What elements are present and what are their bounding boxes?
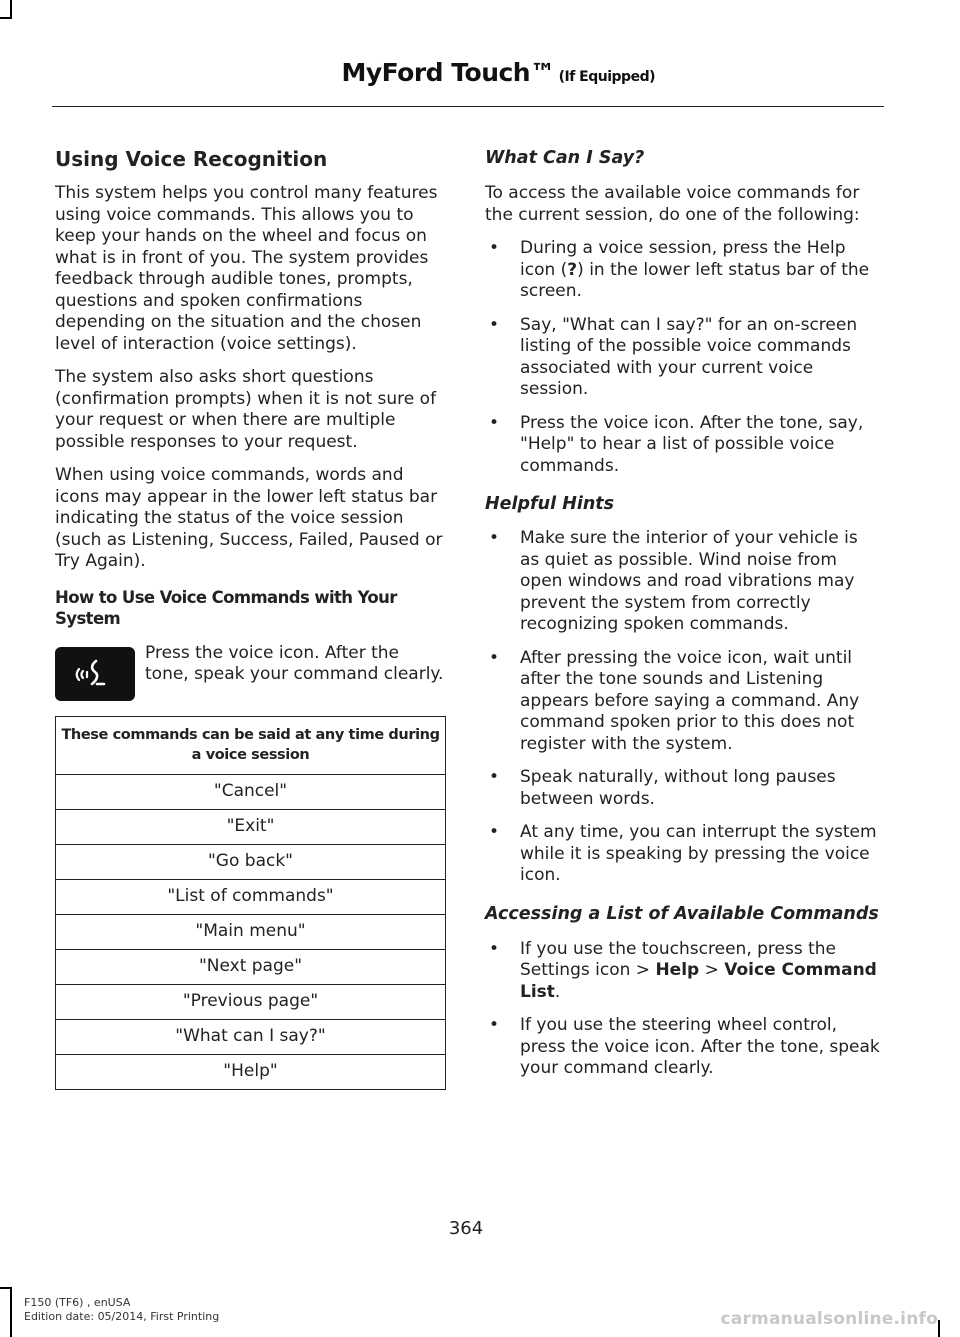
header-title-suffix: (If Equipped) [558, 69, 655, 85]
crop-mark-top-left-v [10, 0, 12, 17]
list-item: • If you use the steering wheel control, press the voice icon. After the tone, speak your command clearly. [485, 1015, 880, 1080]
footer-model: F150 (TF6) , enUSA [24, 1296, 131, 1309]
voice-instruction-text: Press the voice icon. After the tone, speak your command clearly. [145, 642, 444, 684]
voice-command-list-label: Voice Command List [520, 960, 877, 1002]
footer [24, 1296, 219, 1324]
heading-what-can-i-say: What Can I Say? [485, 148, 645, 168]
what-can-i-say-list [485, 238, 880, 477]
list-item: • Press the voice icon. After the tone, say, "Help" to hear a list of possible voice commands. [485, 413, 880, 478]
voice-commands-table [55, 716, 446, 1090]
list-item-text: During a voice session, press the Help icon ( [520, 238, 846, 280]
list-item: • After pressing the voice icon, wait until after the tone sounds and Listening appears before saying a command. Any command spoken prior to this does not register with the system. [485, 648, 880, 756]
voice-command-icon [55, 647, 135, 701]
table-row: "Help" [56, 1054, 446, 1089]
table-row: "Previous page" [56, 984, 446, 1019]
table-row: "Next page" [56, 949, 446, 984]
page-header-title [341, 58, 655, 87]
list-item-text: If you use the touchscreen, press the Settings icon > [520, 938, 837, 980]
section-heading-voice-recognition: Using Voice Recognition [55, 147, 328, 171]
left-column [55, 147, 447, 1090]
voice-instruction-row [55, 643, 447, 686]
table-row: "Go back" [56, 844, 446, 879]
helpful-hints-list [485, 528, 880, 887]
table-row: "Exit" [56, 809, 446, 844]
page-number: 364 [448, 1218, 484, 1239]
crop-mark-bottom-left-v [10, 1287, 12, 1337]
status-bar-paragraph: When using voice commands, words and icons may appear in the lower left status bar indicating the status of the voice session (such as Listening, Success, Failed, Paused or Try Again). [55, 465, 443, 571]
table-header: These commands can be said at any time during a voice session [56, 716, 446, 774]
crop-mark-top-left-h [0, 17, 12, 19]
table-row: "Main menu" [56, 914, 446, 949]
heading-helpful-hints: Helpful Hints [485, 494, 615, 514]
right-column [485, 147, 880, 1096]
list-item-text: > [699, 960, 725, 980]
table-row: "Cancel" [56, 774, 446, 809]
list-item: • Say, "What can I say?" for an on-screen listing of the possible voice commands associated with your current voice session. [485, 315, 880, 401]
list-item [485, 238, 880, 303]
list-item [485, 939, 880, 1004]
help-menu-label: Help [655, 960, 700, 980]
list-item: • Make sure the interior of your vehicle is as quiet as possible. Wind noise from open windows and road vibrations may prevent the system from correctly recognizing spoken commands. [485, 528, 880, 636]
intro-paragraph: This system helps you control many features using voice commands. This allows you to keep your hands on the wheel and focus on what is in front of you. The system provides feedback through audible tones, prompts, questions and spoken confirmations depending on the situation and the chosen level of interaction (voice settings). [55, 183, 438, 354]
table-row: "What can I say?" [56, 1019, 446, 1054]
accessing-commands-list [485, 939, 880, 1080]
list-item: • At any time, you can interrupt the system while it is speaking by pressing the voice icon. [485, 822, 880, 887]
subheading-how-to-use: How to Use Voice Commands with Your System [55, 587, 397, 628]
list-item-text: . [554, 981, 561, 1002]
list-item-text: ) in the lower left status bar of the screen. [520, 259, 870, 301]
help-question-icon: ? [567, 259, 578, 280]
footer-edition: Edition date: 05/2014, First Printing [24, 1310, 220, 1323]
crop-mark-bottom-left-h [0, 1287, 12, 1289]
header-title-text: MyFord Touch™ [341, 58, 555, 87]
watermark: carmanualsonline.info [720, 1309, 938, 1329]
header-rule [52, 106, 884, 107]
table-row: "List of commands" [56, 879, 446, 914]
list-item: • Speak naturally, without long pauses between words. [485, 767, 880, 810]
confirmation-paragraph: The system also asks short questions (confirmation prompts) when it is not sure of your request or when there are multiple possible responses to your request. [55, 367, 437, 452]
crop-mark-bottom-right-v [938, 1320, 940, 1337]
what-intro-paragraph: To access the available voice commands for the current session, do one of the following: [485, 183, 860, 225]
heading-accessing-commands: Accessing a List of Available Commands [485, 903, 879, 924]
